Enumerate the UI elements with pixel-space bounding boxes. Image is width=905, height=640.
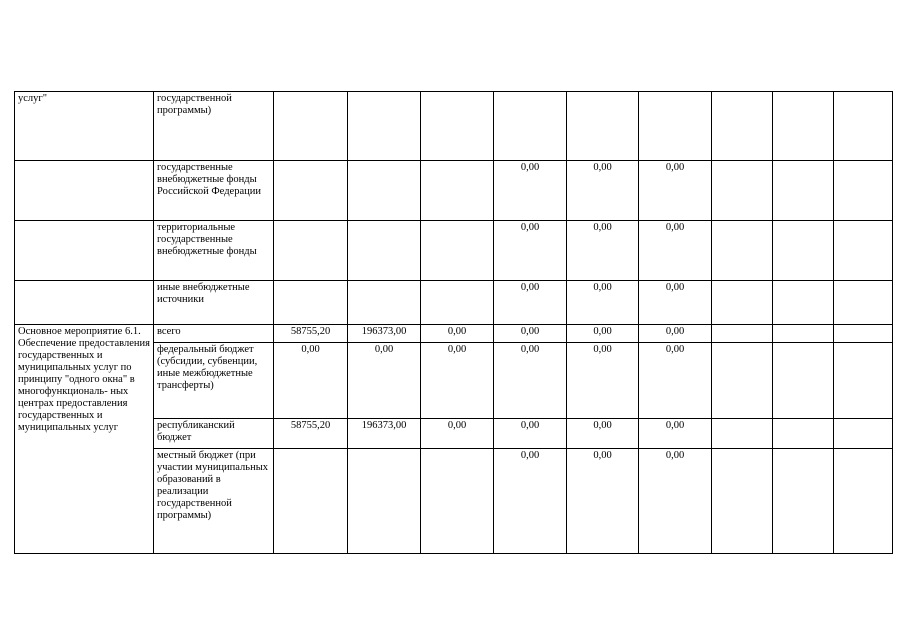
activity-cell: Основное мероприятие 6.1. Обеспечение предоставления государственных и муниципальных услуг по принципу "одного окна" в многофункциональ- ных центрах предоставления государственных и муниципальных услуг bbox=[15, 325, 154, 554]
value-cell: 58755,20 bbox=[274, 419, 348, 449]
value-cell: 0,00 bbox=[421, 343, 494, 419]
value-cell bbox=[421, 161, 494, 221]
value-cell: 196373,00 bbox=[348, 325, 421, 343]
value-cell bbox=[834, 449, 893, 554]
value-cell: 0,00 bbox=[421, 325, 494, 343]
value-cell: 196373,00 bbox=[348, 419, 421, 449]
value-cell: 0,00 bbox=[567, 325, 639, 343]
activity-cell-empty bbox=[15, 221, 154, 281]
value-cell bbox=[567, 92, 639, 161]
value-cell: 0,00 bbox=[567, 281, 639, 325]
value-cell bbox=[639, 92, 712, 161]
value-cell: 0,00 bbox=[494, 281, 567, 325]
value-cell bbox=[773, 281, 834, 325]
funding-source-cell: государственной программы) bbox=[154, 92, 274, 161]
value-cell bbox=[834, 161, 893, 221]
funding-source-cell: территориальные государственные внебюджетные фонды bbox=[154, 221, 274, 281]
funding-source-cell: местный бюджет (при участии муниципальных образований в реализации государственной программы) bbox=[154, 449, 274, 554]
value-cell: 0,00 bbox=[639, 221, 712, 281]
value-cell bbox=[773, 92, 834, 161]
value-cell bbox=[348, 281, 421, 325]
table-row bbox=[15, 221, 893, 281]
value-cell bbox=[712, 161, 773, 221]
value-cell: 0,00 bbox=[567, 221, 639, 281]
value-cell: 0,00 bbox=[639, 343, 712, 419]
activity-cell-empty bbox=[15, 281, 154, 325]
value-cell: 0,00 bbox=[348, 343, 421, 419]
table-row bbox=[15, 161, 893, 221]
value-cell bbox=[834, 325, 893, 343]
value-cell bbox=[773, 419, 834, 449]
value-cell: 0,00 bbox=[494, 419, 567, 449]
value-cell bbox=[348, 161, 421, 221]
value-cell bbox=[773, 221, 834, 281]
value-cell bbox=[348, 92, 421, 161]
table-row bbox=[15, 325, 893, 343]
activity-cell-empty bbox=[15, 161, 154, 221]
funding-source-cell: иные внебюджетные источники bbox=[154, 281, 274, 325]
value-cell: 0,00 bbox=[494, 221, 567, 281]
value-cell bbox=[773, 325, 834, 343]
value-cell: 0,00 bbox=[494, 325, 567, 343]
value-cell bbox=[712, 419, 773, 449]
value-cell bbox=[712, 92, 773, 161]
value-cell bbox=[712, 221, 773, 281]
value-cell bbox=[274, 92, 348, 161]
value-cell bbox=[834, 343, 893, 419]
funding-source-cell: государственные внебюджетные фонды Российской Федерации bbox=[154, 161, 274, 221]
value-cell bbox=[348, 449, 421, 554]
value-cell bbox=[834, 92, 893, 161]
value-cell bbox=[834, 221, 893, 281]
value-cell bbox=[712, 325, 773, 343]
value-cell: 0,00 bbox=[421, 419, 494, 449]
value-cell bbox=[712, 343, 773, 419]
value-cell bbox=[421, 449, 494, 554]
value-cell bbox=[834, 281, 893, 325]
funding-source-cell: всего bbox=[154, 325, 274, 343]
funding-source-cell: федеральный бюджет (субсидии, субвенции, иные межбюджетные трансферты) bbox=[154, 343, 274, 419]
value-cell: 0,00 bbox=[639, 449, 712, 554]
value-cell: 0,00 bbox=[494, 161, 567, 221]
value-cell bbox=[834, 419, 893, 449]
value-cell bbox=[348, 221, 421, 281]
table-row bbox=[15, 281, 893, 325]
value-cell: 0,00 bbox=[567, 449, 639, 554]
value-cell bbox=[274, 281, 348, 325]
activity-cell: услуг" bbox=[15, 92, 154, 161]
value-cell bbox=[421, 221, 494, 281]
value-cell bbox=[421, 281, 494, 325]
value-cell bbox=[773, 161, 834, 221]
value-cell: 0,00 bbox=[639, 161, 712, 221]
funding-source-cell: республиканский бюджет bbox=[154, 419, 274, 449]
value-cell: 0,00 bbox=[567, 419, 639, 449]
value-cell: 0,00 bbox=[274, 343, 348, 419]
value-cell bbox=[712, 281, 773, 325]
value-cell: 0,00 bbox=[567, 161, 639, 221]
value-cell: 0,00 bbox=[639, 325, 712, 343]
value-cell: 0,00 bbox=[639, 419, 712, 449]
value-cell bbox=[773, 449, 834, 554]
value-cell bbox=[274, 161, 348, 221]
budget-table bbox=[14, 91, 893, 554]
value-cell: 0,00 bbox=[567, 343, 639, 419]
value-cell bbox=[274, 449, 348, 554]
budget-table-sheet bbox=[14, 91, 893, 554]
value-cell bbox=[773, 343, 834, 419]
value-cell: 0,00 bbox=[639, 281, 712, 325]
value-cell bbox=[712, 449, 773, 554]
value-cell: 0,00 bbox=[494, 343, 567, 419]
table-row bbox=[15, 92, 893, 161]
value-cell: 0,00 bbox=[494, 449, 567, 554]
value-cell bbox=[274, 221, 348, 281]
value-cell bbox=[421, 92, 494, 161]
value-cell bbox=[494, 92, 567, 161]
value-cell: 58755,20 bbox=[274, 325, 348, 343]
